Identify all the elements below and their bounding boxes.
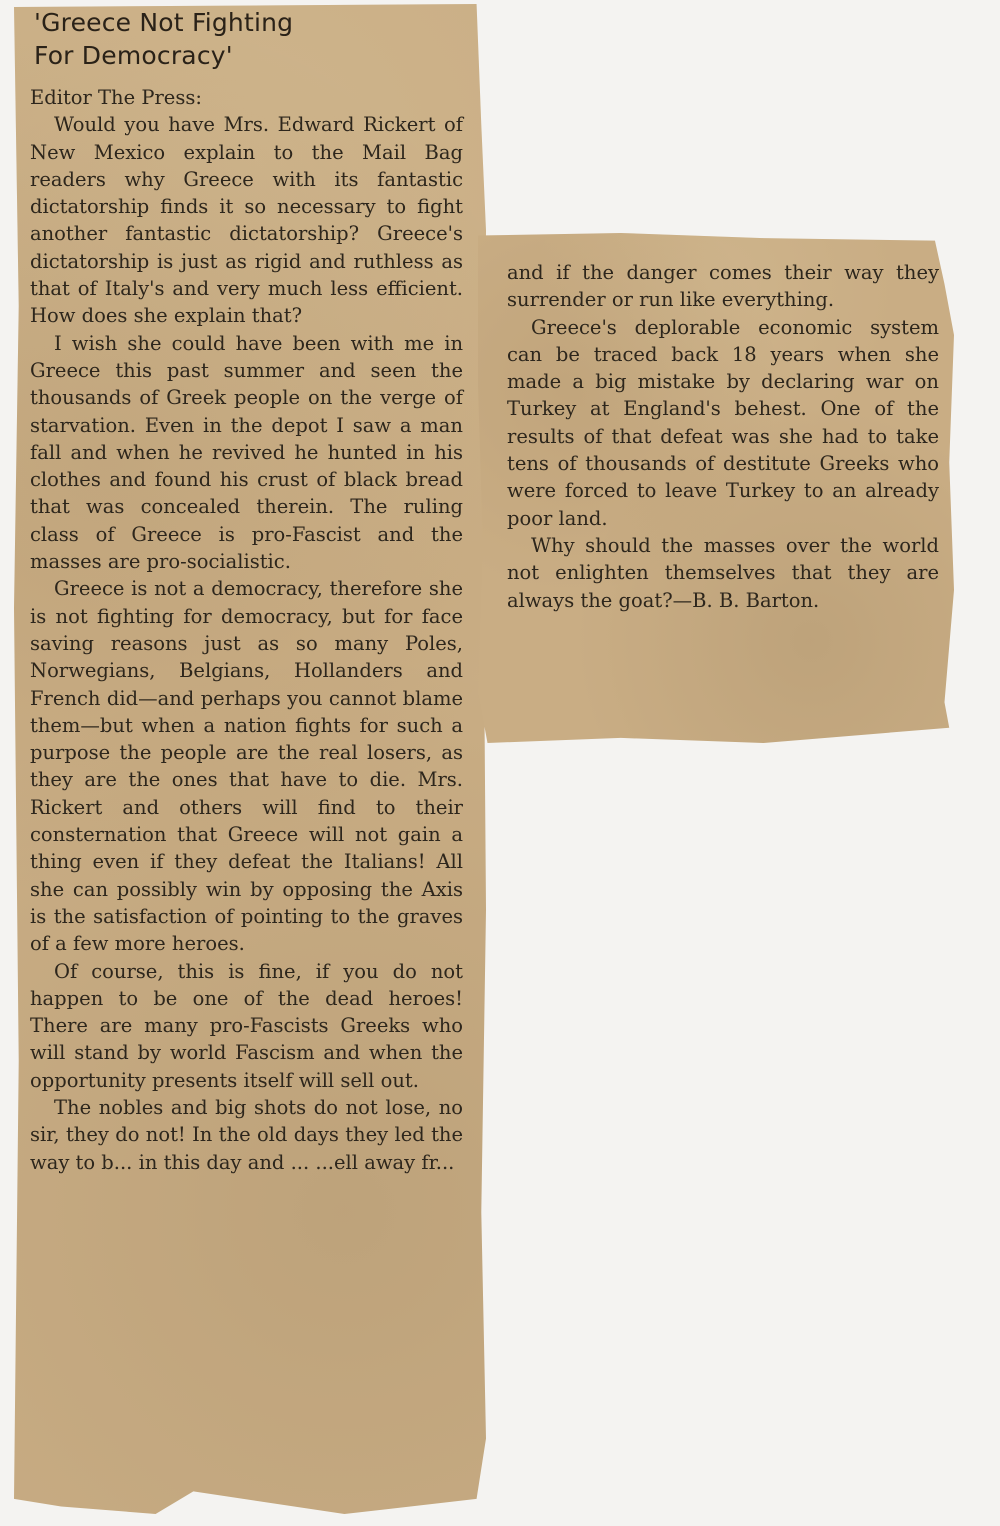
paragraph: The nobles and big shots do not lose, no sir, they do not! In the old days they led the way to b... in this day and ... ...ell away fr... bbox=[30, 1095, 463, 1174]
paragraph: and if the danger comes their way they surrender or run like everything. bbox=[507, 261, 939, 312]
paragraph-signature: Why should the masses over the world not enlighten themselves that they are always the goat?—B. B. Barton. bbox=[507, 533, 939, 612]
headline-line-1: 'Greece Not Fighting bbox=[34, 8, 294, 37]
paragraph: Would you have Mrs. Edward Rickert of New Mexico explain to the Mail Bag readers why Greece with its fantastic dictatorship finds it so necessary to fight another fantastic dictatorship? Greece's dictatorship is just as rigid and ruthless as that of Italy's and very much less efficient. How does she explain that? bbox=[30, 113, 463, 328]
headline-line-2: For Democracy' bbox=[34, 41, 233, 70]
paragraph: Greece's deplorable economic system can be traced back 18 years when she made a big mistake by declaring war on Turkey at England's behest. One of the results of that defeat was she had to take tens of thousands of destitute Greeks who were forced to leave Turkey to an already poor land. bbox=[507, 315, 939, 530]
paragraph: I wish she could have been with me in Greece this past summer and seen the thousands of Greek people on the verge of starvation. Even in the depot I saw a man fall and when he revived he hunted in his clothes and found his crust of black bread that was concealed therein. The ruling class of Greece is pro-Fascist and the masses are pro-socialistic. bbox=[30, 331, 463, 574]
salutation: Editor The Press: bbox=[30, 86, 202, 109]
left-column-text bbox=[30, 84, 463, 1176]
headline bbox=[34, 6, 334, 72]
paragraph: Of course, this is fine, if you do not happen to be one of the dead heroes! There are many pro-Fascists Greeks who will stand by world Fascism and when the opportunity presents itself will sell out. bbox=[30, 959, 463, 1092]
right-column-text bbox=[507, 259, 939, 614]
paragraph: Greece is not a democracy, therefore she is not fighting for democracy, but for face saving reasons just as so many Poles, Norwegians, Belgians, Hollanders and French did—and perhaps you cannot blame them—but when a nation fights for such a purpose the people are the real losers, as they are the ones that have to die. Mrs. Rickert and others will find to their consternation that Greece will not gain a thing even if they defeat the Italians! All she can possibly win by opposing the Axis is the satisfaction of pointing to the graves of a few more heroes. bbox=[30, 577, 463, 956]
